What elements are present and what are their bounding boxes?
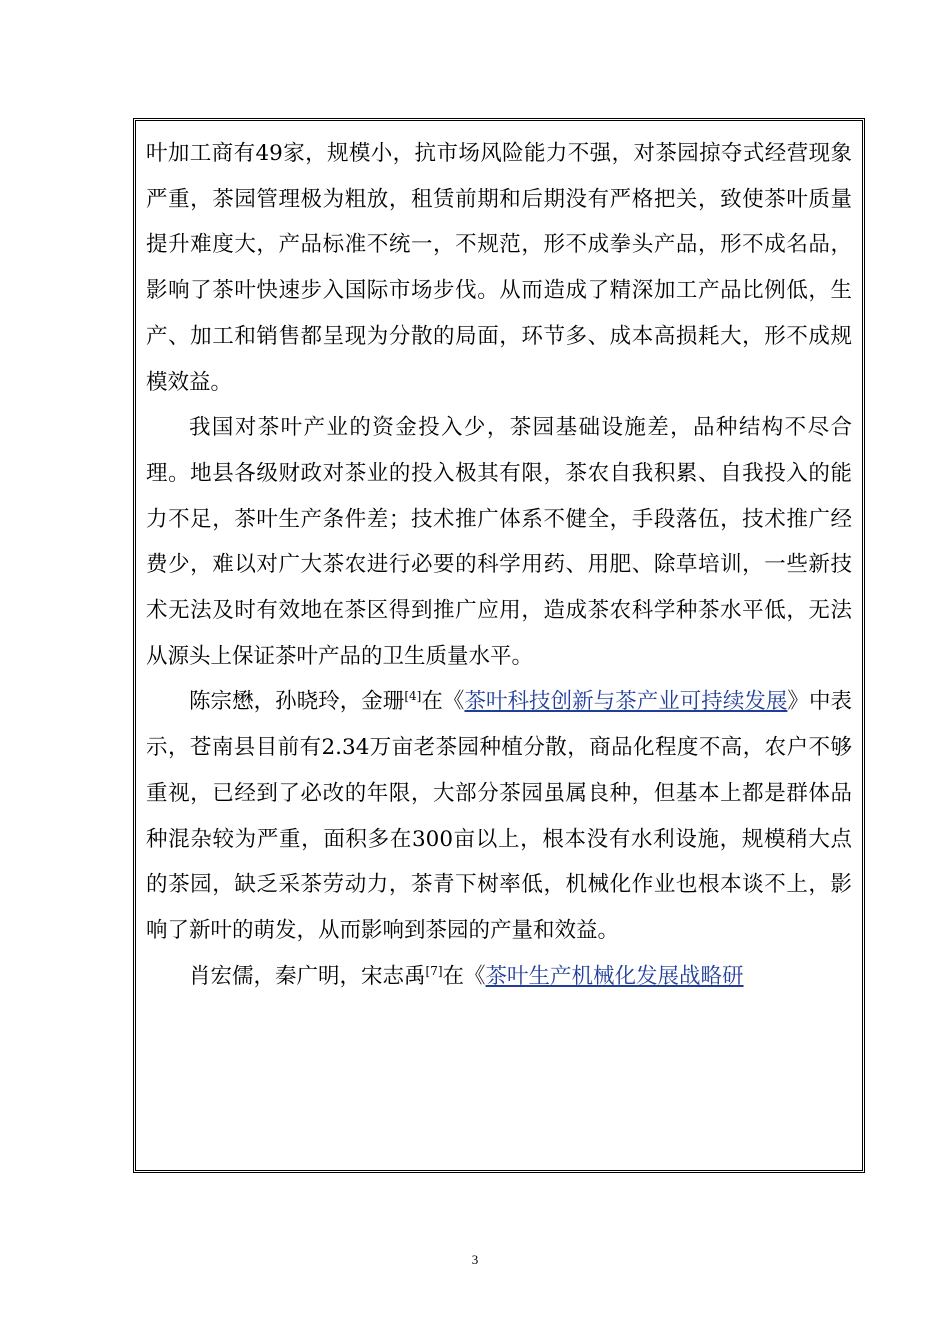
paragraph-body: 》中表示，苍南县目前有2.34万亩老茶园种植分散，商品化程度不高，农户不够重视，已经到了必改的年限，大部分茶园虽属良种，但基本上都是群体品种混杂较为严重，面积多在300亩以上，根本没有水利设施，规模稍大点的茶园，缺乏采茶劳动力，茶青下树率低，机械化作业也根本谈不上，影响了新叶的萌发，从而影响到茶园的产量和效益。 — [146, 689, 852, 943]
title-open-quote: 在《 — [442, 963, 486, 989]
article-title-link[interactable]: 茶叶科技创新与茶产业可持续发展 — [464, 689, 788, 715]
paragraph-2: 我国对茶叶产业的资金投入少，茶园基础设施差，品种结构不尽合理。地县各级财政对茶业的投入极其有限，茶农自我积累、自我投入的能力不足，茶叶生产条件差；技术推广体系不健全，手段落伍，技术推广经费少，难以对广大茶农进行必要的科学用药、用肥、除草培训，一些新技术无法及时有效地在茶区得到推广应用，造成茶农科学种茶水平低，无法从源头上保证茶叶产品的卫生质量水平。 — [146, 415, 852, 669]
page-number: 3 — [471, 1252, 479, 1267]
paragraph-3 — [146, 679, 852, 953]
title-open-quote: 在《 — [421, 689, 465, 715]
article-title-link[interactable]: 茶叶生产机械化发展战略研 — [485, 963, 744, 989]
citation-authors: 陈宗懋，孙晓玲，金珊 — [189, 689, 405, 715]
paragraph-4 — [146, 954, 852, 1000]
paragraph-1: 叶加工商有49家，规模小，抗市场风险能力不强，对茶园掠夺式经营现象严重，茶园管理极为粗放，租赁前期和后期没有严格把关，致使茶叶质量提升难度大，产品标准不统一，不规范，形不成拳头产品，形不成名品，影响了茶叶快速步入国际市场步伐。从而造成了精深加工产品比例低，生产、加工和销售都呈现为分散的局面，环节多、成本高损耗大，形不成规模效益。 — [146, 141, 852, 395]
page-border-frame — [133, 118, 865, 1173]
reference-marker[interactable]: [7] — [425, 963, 443, 978]
reference-marker[interactable]: [4] — [404, 689, 422, 704]
body-text — [146, 131, 852, 999]
citation-authors: 肖宏儒，秦广明，宋志禹 — [189, 963, 426, 989]
